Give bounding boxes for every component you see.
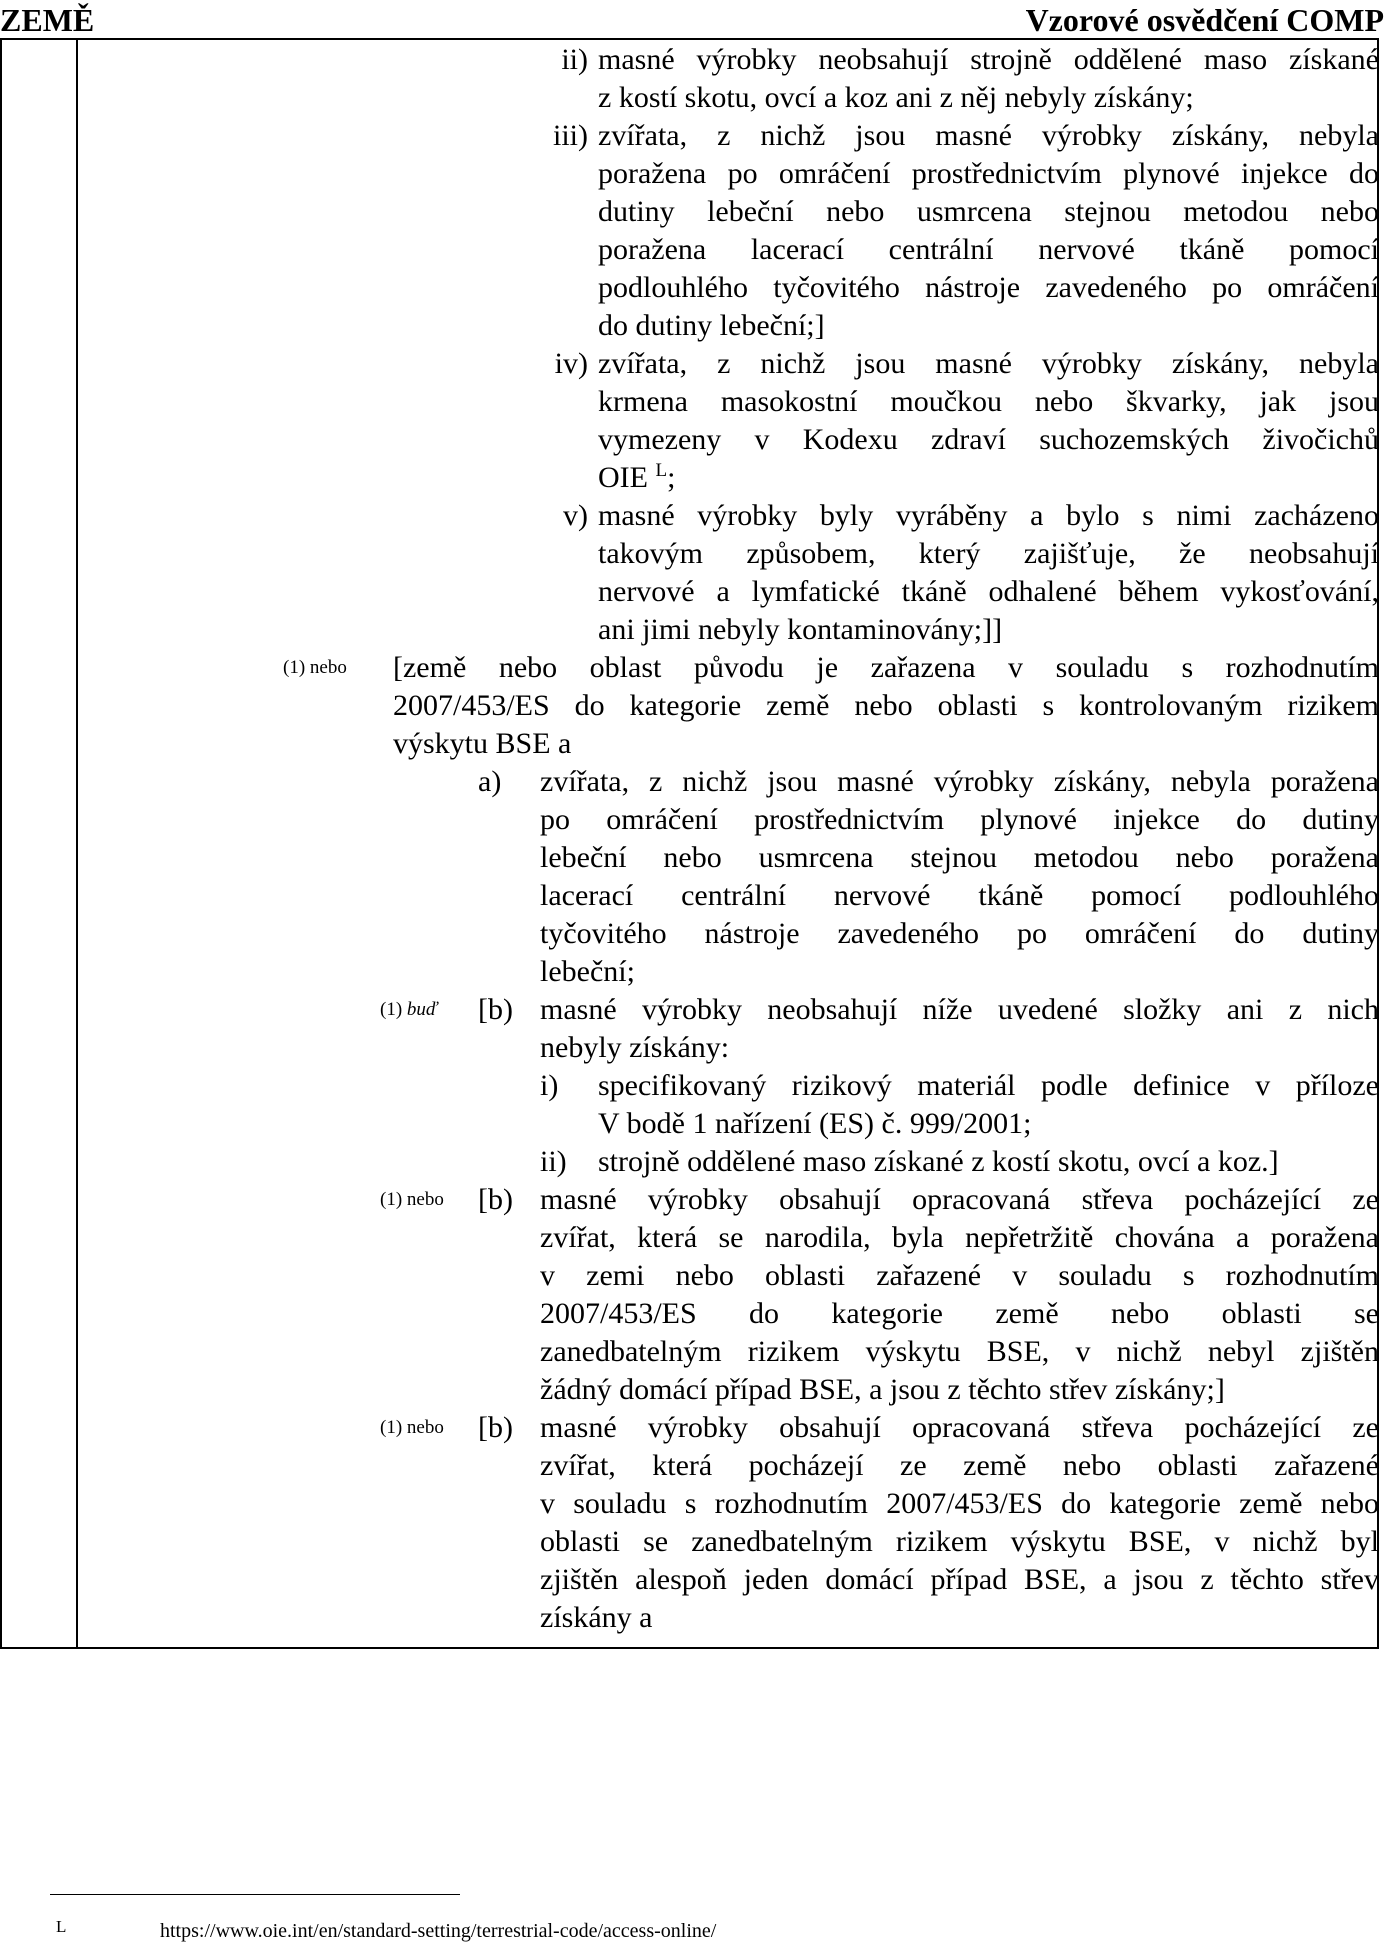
item-marker: [b) [478, 1411, 513, 1444]
text-line: [země nebo oblast původu je zařazena v souladu s rozhodnutím [393, 651, 1379, 684]
text-line: ani jimi nebyly kontaminovány;]] [598, 613, 1003, 646]
text-line: dutiny lebeční nebo usmrcena stejnou metodou nebo [598, 195, 1379, 228]
text-line: zjištěn alespoň jeden domácí případ BSE, a jsou z těchto střev [540, 1563, 1379, 1596]
text-line: strojně oddělené maso získané z kostí skotu, ovcí a koz.] [598, 1145, 1279, 1178]
text-line: masné výrobky neobsahují níže uvedené složky ani z nich [540, 993, 1379, 1026]
text-line: zvířata, z nichž jsou masné výrobky získány, nebyla [598, 119, 1379, 152]
text-line: zvířat, která pocházejí ze země nebo oblasti zařazené [540, 1449, 1379, 1482]
text-line: nebyly získány: [540, 1031, 730, 1064]
text-line: lebeční; [540, 955, 635, 988]
footnote-mark: L [56, 1917, 67, 1936]
text-line: poražena lacerací centrální nervové tkáně pomocí [598, 233, 1379, 266]
text-line: žádný domácí případ BSE, a jsou z těchto střev získány;] [540, 1373, 1225, 1406]
text-line: tyčovitého nástroje zavedeného po omráčení do dutiny [540, 917, 1379, 950]
text-line: podlouhlého tyčovitého nástroje zavedeného po omráčení [598, 271, 1379, 304]
item-marker: [b) [478, 993, 513, 1026]
text-line [598, 459, 675, 497]
text-line: oblasti se zanedbatelným rizikem výskytu BSE, v nichž byl [540, 1525, 1379, 1558]
text-line: výskytu BSE a [393, 727, 572, 760]
text-line: poražena po omráčení prostřednictvím plynové injekce do [598, 157, 1379, 190]
item-marker: a) [478, 765, 502, 798]
subitem-marker: ii) [540, 1145, 567, 1178]
option-prefix: (1) [380, 999, 403, 1020]
option-label: (1) nebo [380, 1189, 444, 1210]
item-marker: iii) [553, 119, 588, 152]
text-line: masné výrobky byly vyráběny a bylo s nimi zacházeno [598, 499, 1379, 532]
text-line: v zemi nebo oblasti zařazené v souladu s rozhodnutím [540, 1259, 1379, 1292]
text-fragment: ; [667, 461, 676, 494]
text-line: zvířata, z nichž jsou masné výrobky získány, nebyla poražena [540, 765, 1379, 798]
footnote-url: https://www.oie.int/en/standard-setting/terrestrial-code/access-online/ [160, 1920, 717, 1942]
item-marker: ii) [561, 43, 588, 76]
option-label [380, 999, 437, 1021]
text-line: krmena masokostní moučkou nebo škvarky, jak jsou [598, 385, 1379, 418]
text-line: vymezeny v Kodexu zdraví suchozemských živočichů [598, 423, 1379, 456]
text-fragment: OIE [598, 461, 648, 494]
text-line: V bodě 1 nařízení (ES) č. 999/2001; [598, 1107, 1032, 1140]
text-line: masné výrobky neobsahují strojně oddělené maso získané [598, 43, 1379, 76]
text-line: lacerací centrální nervové tkáně pomocí podlouhlého [540, 879, 1379, 912]
item-marker: [b) [478, 1183, 513, 1216]
option-label: (1) nebo [380, 1417, 444, 1438]
option-word: buď [406, 999, 438, 1020]
footnote-reference: L [655, 460, 668, 481]
text-line: zvířat, která se narodila, byla nepřetržitě chována a poražena [540, 1221, 1379, 1254]
subitem-marker: i) [540, 1069, 559, 1102]
item-marker: v) [563, 499, 588, 532]
text-line: získány a [540, 1601, 653, 1634]
text-line: v souladu s rozhodnutím 2007/453/ES do kategorie země nebo [540, 1487, 1379, 1520]
text-line: do dutiny lebeční;] [598, 309, 825, 342]
text-line: masné výrobky obsahují opracovaná střeva pocházející ze [540, 1183, 1379, 1216]
footnote-rule [50, 1894, 460, 1895]
text-line: specifikovaný rizikový materiál podle definice v příloze [598, 1069, 1379, 1102]
header-certificate-title: Vzorové osvědčení COMP [1025, 2, 1384, 38]
text-line: nervové a lymfatické tkáně odhalené během vykosťování, [598, 575, 1379, 608]
text-line: zanedbatelným rizikem výskytu BSE, v nichž nebyl zjištěn [540, 1335, 1379, 1368]
text-line: z kostí skotu, ovcí a koz ani z něj nebyly získány; [598, 81, 1194, 114]
table-column-divider [76, 38, 78, 1649]
text-line: po omráčení prostřednictvím plynové injekce do dutiny [540, 803, 1379, 836]
header-country-label: ZEMĚ [0, 2, 95, 38]
text-line: takovým způsobem, který zajišťuje, že neobsahují [598, 537, 1379, 570]
option-label: (1) nebo [283, 657, 347, 678]
text-line: 2007/453/ES do kategorie země nebo oblasti se [540, 1297, 1379, 1330]
text-line: 2007/453/ES do kategorie země nebo oblasti s kontrolovaným rizikem [393, 689, 1379, 722]
text-line: masné výrobky obsahují opracovaná střeva pocházející ze [540, 1411, 1379, 1444]
text-line: lebeční nebo usmrcena stejnou metodou nebo poražena [540, 841, 1379, 874]
text-line: zvířata, z nichž jsou masné výrobky získány, nebyla [598, 347, 1379, 380]
item-marker: iv) [554, 347, 588, 380]
